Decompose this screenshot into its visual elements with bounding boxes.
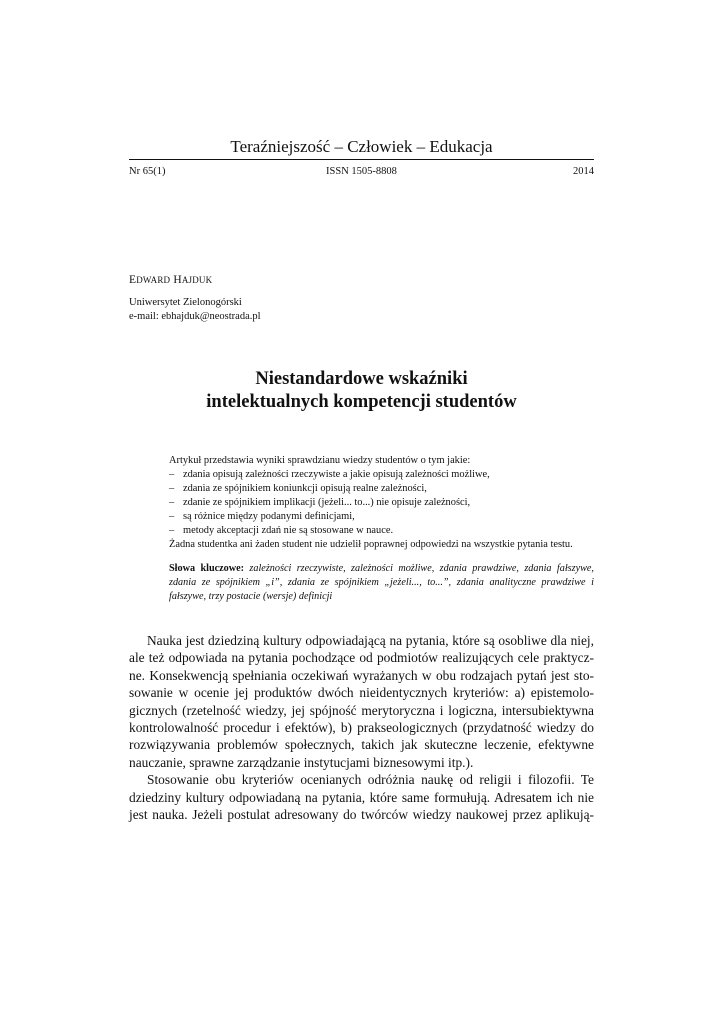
abstract-list-item [169, 524, 594, 538]
list-dash: – [169, 497, 175, 508]
author-last-initial: H [173, 274, 182, 286]
body-line: jest nauka. Jeżeli postulat adresowany do twórców wiedzy naukowej przez aplikują- [129, 807, 594, 823]
journal-title: Teraźniejszość – Człowiek – Edukacja [230, 137, 493, 156]
body-line: ale też odpowiada na pytania pochodzące od podmiotów realizujących cele praktycz- [129, 650, 594, 666]
body-line: kontrolowalność procedur i efektów), b) prakseologicznych (przydatność wiedzy do [129, 720, 594, 736]
body-line: gicznych (rzetelność wiedzy, jej spójność merytoryczna i logiczna, intersubiektywna [129, 702, 594, 718]
article-title [129, 368, 594, 414]
article-title-line-2: intelektualnych kompetencji studentów [206, 392, 517, 412]
author-affiliation-block [129, 296, 261, 324]
article-title-line-1: Niestandardowe wskaźniki [255, 369, 468, 389]
header-rule [129, 159, 594, 160]
list-dash: – [169, 469, 175, 480]
abstract-item-text: metody akceptacji zdań nie są stosowane w nauce. [183, 525, 394, 536]
author-affiliation: Uniwersytet Zielonogórski [129, 297, 242, 308]
keywords-label: Słowa kluczowe: [169, 563, 245, 574]
abstract-item-text: zdania ze spójnikiem koniunkcji opisują realne zależności, [183, 483, 427, 494]
body-line: rozwiązywania problemów społecznych, takich jak skuteczne leczenie, efektywne [129, 737, 594, 753]
author-first-initial: E [129, 274, 137, 286]
abstract-item-text: zdania opisują zależności rzeczywiste a jakie opisują zależności możliwe, [183, 469, 490, 480]
keywords-text: zależności rzeczywiste, zależności możliwe, zdania prawdziwe, zdania fałszywe, zdania ze spójnikiem „i”, zdania ze spójnikiem „jeżeli..., to...”, zdania analityczne prawdziwe i fałszywe, trzy postacie (wersje) definicji [169, 563, 594, 602]
body-line: Stosowanie obu kryteriów ocenianych odróżnia naukę od religii i filozofii. Te [147, 772, 594, 788]
abstract-list-item [169, 496, 594, 510]
body-line: dziedziny kultury odpowiadaną na pytania, które same formułują. Adresatem ich nie [129, 789, 594, 805]
list-dash: – [169, 525, 175, 536]
author-email: e-mail: ebhajduk@neostrada.pl [129, 311, 261, 322]
body-line: sowanie w ocenie jej produktów dwóch nieidentycznych kryteriów: a) epistemolo- [129, 685, 594, 701]
abstract-list-item [169, 482, 594, 496]
abstract-item-text: są różnice między podanymi definicjami, [183, 511, 355, 522]
body-line: nauczanie, sprawne zarządzanie instytucjami biznesowymi itp.). [129, 754, 474, 770]
issn: ISSN 1505-8808 [326, 166, 397, 177]
abstract-list-item [169, 468, 594, 482]
abstract [169, 454, 594, 552]
issue-number: Nr 65(1) [129, 166, 166, 177]
author-first-rest: DWARD [136, 275, 171, 285]
abstract-list-item [169, 510, 594, 524]
abstract-intro: Artykuł przedstawia wyniki sprawdzianu wiedzy studentów o tym jakie: [169, 455, 471, 466]
publication-year: 2014 [573, 166, 594, 177]
abstract-item-text: zdanie ze spójnikiem implikacji (jeżeli... to...) nie opisuje zależności, [183, 497, 471, 508]
body-line: ne. Konsekwencją spełniania oczekiwań wyrażanych w obu rodzajach pytań jest sto- [129, 667, 594, 683]
author-last-rest: AJDUK [181, 275, 213, 285]
list-dash: – [169, 483, 175, 494]
body-line: Nauka jest dziedziną kultury odpowiadającą na pytania, które są osobliwe dla niej, [147, 633, 594, 648]
body-text [129, 632, 594, 823]
list-dash: – [169, 511, 175, 522]
keywords [169, 562, 594, 604]
author-name [129, 274, 212, 286]
abstract-conclusion: Żadna studentka ani żaden student nie udzielił poprawnej odpowiedzi na wszystkie pytania testu. [169, 539, 573, 550]
